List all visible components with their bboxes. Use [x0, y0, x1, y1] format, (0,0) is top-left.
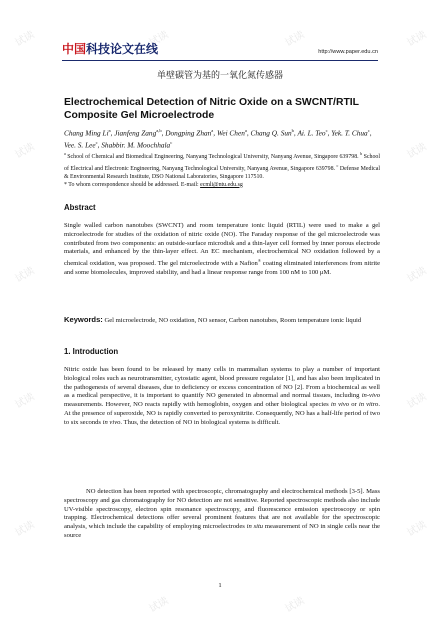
text-run: . Thus, the detection of NO in biological systems is difficult.	[120, 418, 281, 426]
correspondence-note: * To whom correspondence should be addressed. E-mail:	[64, 181, 199, 188]
logo-part-2: 科技论文在线	[86, 42, 159, 56]
italic-term: in vivo	[330, 401, 350, 408]
author-affiliation-mark: a	[108, 128, 111, 133]
watermark: 试读	[13, 519, 37, 539]
author-affiliation-mark: a,b	[156, 128, 162, 133]
site-url[interactable]: http://www.paper.edu.cn	[318, 49, 378, 55]
watermark: 试读	[13, 29, 37, 49]
text-run: measurement of NO in single cells near the source	[64, 523, 380, 539]
watermark: 试读	[283, 595, 307, 615]
logo-part-1: 中国	[62, 42, 87, 56]
italic-term: in-vivo	[361, 392, 380, 400]
keywords	[64, 316, 380, 326]
watermark: 试读	[13, 391, 37, 411]
affiliations	[64, 150, 380, 190]
watermark: 试读	[405, 29, 429, 49]
watermark: 试读	[147, 29, 171, 49]
abstract-part: Single walled carbon nanotubes (SWCNT) and room temperature ionic liquid (RTIL) were used to make a gel microelectrode for studies of the oxidation of nitric oxide (NO). The Faraday response of the gel microelectrode was contributed from two components: an outside-surface microdisk and a thin-layer cell formed by inner porous electrode materials, and enhanced by the thin-layer effect. An EC mechanism, electrochemical NO oxidation followed by a chemical oxidation, was proposed. The gel microelectrode with a Nafion	[64, 222, 380, 268]
email-link[interactable]: ecmli@ntu.edu.sg	[200, 181, 243, 188]
affiliation-c: Defense Medical & Environmental Research Institute, DSO National Laboratories, Singapore 117510.	[64, 165, 380, 180]
italic-term: in vivo	[102, 418, 121, 426]
author-affiliation-mark: a	[244, 128, 247, 133]
author-name: Dongping Zhan	[165, 128, 212, 138]
italic-term: in situ	[246, 523, 264, 530]
watermark: 试读	[147, 595, 171, 615]
author-affiliation-mark: b	[291, 128, 294, 133]
text-run: Nitric oxide has been found to be released by many cells in mammalian systems to play a number of important biological roles such as neurotransmitter, cytostatic agent, blood pressure regulator [1], and has also been implicated in the pathogenesis of several diseases, due to deficiency or excess concentration of NO [2]. From a biochemical as well as a medical perspective, it is important to quantify NO generated in abnormal and normal tissues, including	[64, 366, 380, 400]
watermark: 试读	[405, 141, 429, 161]
author-name: Wei Chen	[216, 128, 245, 138]
site-logo[interactable]	[62, 42, 158, 56]
keywords-text: Gel microelectrode, NO oxidation, NO sensor, Carbon nanotubes, Room temperature ionic liquid	[102, 317, 362, 324]
author-name: Yek. T. Chua	[331, 128, 368, 138]
affiliation-mark: c	[336, 162, 339, 168]
introduction-heading: 1. Introduction	[64, 347, 119, 356]
author-list: Chang Ming Li$^a$, Jianfeng Zang$^{a,b}$, Dongping Zhan$^a$, Wei Chen$^a$, Chang Q. Sun$^b$, Ai. L. Teo$^c$, Yek. T. Chua$^c$, Vee. S. Lee$^c$, Shabbir. M. Moochhala$^c$	[64, 128, 372, 150]
text-run: NO detection has been reported with spectroscopic, chromatography and electrochemical methods [3-5]. Mass spectroscopy and gas chromatography for NO detection are not sensitive. Reported spectroscopic methods also include UV-visible spectroscopy, electron spin resonance spectroscopy, and fluorescence emission spectroscopy or spin trapping. Electrochemical detections offer several prominent features that are not available for the spectroscopic analysis, which include the capability of employing microelectrodes	[64, 488, 380, 530]
author-name: Chang Ming Li	[64, 128, 109, 138]
italic-term: in vitro	[358, 401, 379, 408]
author-name: Vee. S. Lee	[64, 140, 96, 150]
author-name: Ai. L. Teo	[297, 128, 326, 138]
paper-title: Electrochemical Detection of Nitric Oxide on a SWCNT/RTIL Composite Gel Microelectrode	[64, 97, 359, 122]
abstract-heading: Abstract	[64, 203, 96, 212]
author-name: Chang Q. Sun	[250, 128, 292, 138]
watermark: 试读	[405, 391, 429, 411]
author-affiliation-mark: c	[367, 128, 370, 133]
page-number: 1	[218, 582, 222, 589]
affiliation-a: School of Chemical and Biomedical Engineering, Nanyang Technological University, Nanyang Avenue, Singapore 639798.	[67, 153, 359, 160]
watermark: 试读	[13, 141, 37, 161]
registered-mark: ®	[257, 258, 261, 263]
affiliation-mark: b	[360, 151, 363, 156]
abstract-text	[64, 222, 380, 278]
author-affiliation-mark: c	[325, 128, 328, 133]
watermark: 试读	[13, 265, 37, 285]
watermark: 试读	[405, 519, 429, 539]
abstract-part: coating eliminated interferences from nitrite and some biomolecules, improved stability, and had a linear response range from 100 nM to 100 μM.	[64, 260, 381, 276]
keywords-label: Keywords:	[64, 315, 103, 324]
author-affiliation-mark: c	[170, 140, 173, 146]
intro-paragraph-2	[64, 488, 380, 541]
author-name: Shabbir. M. Moochhala	[101, 140, 171, 150]
chinese-title: 单壁碳管为基的一氧化氮传感器	[156, 71, 283, 81]
watermark: 试读	[405, 265, 429, 285]
text-run: measurements. However, NO reacts rapidly with hemoglobin, oxygen and other biological species	[64, 401, 331, 408]
affiliation-b: School of Electrical and Electronic Engineering, Nanyang Technological University, Nanyang Avenue, Singapore 639798.	[64, 153, 380, 172]
text-run: or	[349, 401, 359, 408]
text-run: . At the presence of superoxide, NO is rapidly converted to peroxynitrite. Consequently, NO has a half-life period of two to six seconds	[64, 401, 380, 426]
author-affiliation-mark: a	[211, 128, 214, 133]
intro-paragraph-1	[64, 366, 380, 427]
author-name: Jianfeng Zang	[114, 128, 157, 138]
watermark: 试读	[283, 29, 307, 49]
affiliation-mark: a	[64, 151, 66, 156]
site-header	[62, 42, 378, 61]
author-affiliation-mark: c	[95, 140, 98, 146]
